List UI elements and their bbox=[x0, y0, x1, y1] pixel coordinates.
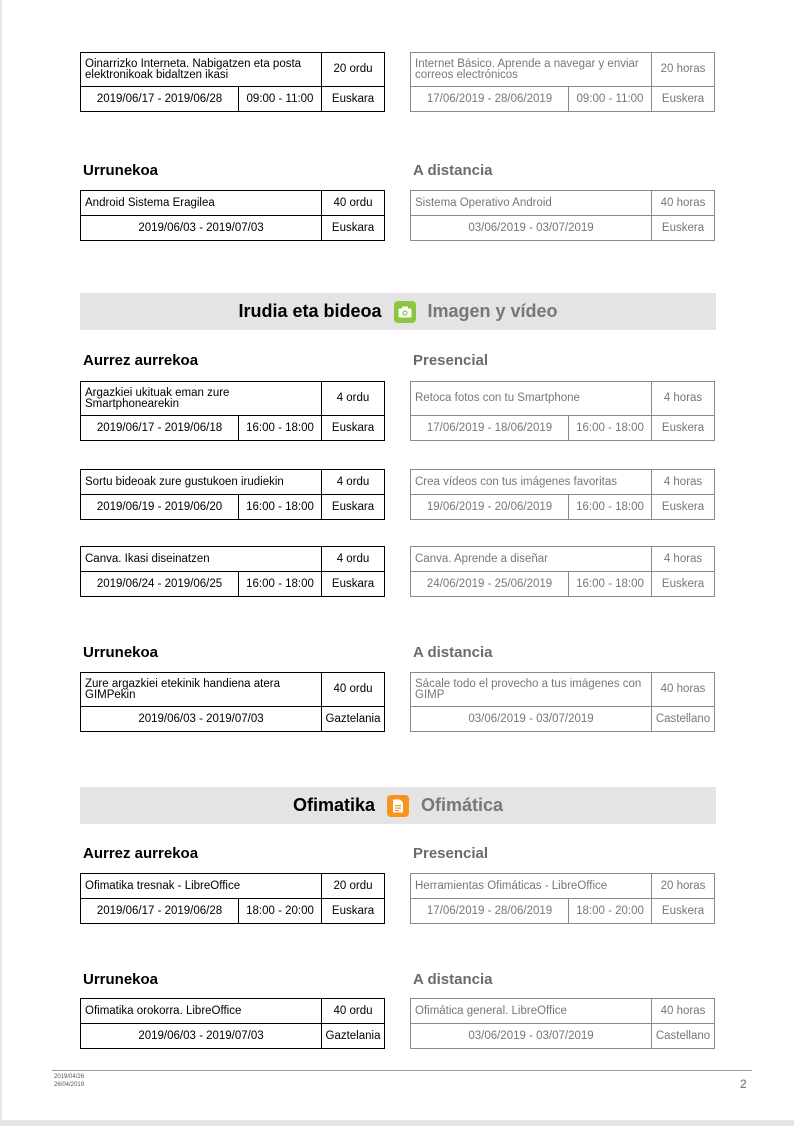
footer-date-es: 26/04/2019 bbox=[54, 1082, 85, 1088]
course-hours: 4 ordu bbox=[322, 382, 385, 416]
course-table-eu bbox=[80, 672, 385, 732]
course-dates: 17/06/2019 - 28/06/2019 bbox=[411, 899, 569, 924]
course-language: Euskera bbox=[652, 216, 715, 241]
course-hours: 40 ordu bbox=[322, 999, 385, 1024]
course-table-es bbox=[410, 873, 715, 924]
course-hours: 20 ordu bbox=[322, 874, 385, 899]
course-language: Euskara bbox=[322, 216, 385, 241]
course-dates: 03/06/2019 - 03/07/2019 bbox=[411, 216, 652, 241]
course-hours: 40 ordu bbox=[322, 191, 385, 216]
remote-heading-es: A distancia bbox=[413, 971, 493, 988]
course-dates: 2019/06/17 - 2019/06/28 bbox=[81, 899, 239, 924]
course-dates: 24/06/2019 - 25/06/2019 bbox=[411, 572, 569, 597]
course-title: Sácale todo el provecho a tus imágenes con GIMP bbox=[411, 673, 652, 707]
course-dates: 17/06/2019 - 28/06/2019 bbox=[411, 87, 569, 112]
section-header-office bbox=[80, 787, 716, 824]
course-time: 16:00 - 18:00 bbox=[569, 572, 652, 597]
course-language: Euskara bbox=[322, 416, 385, 441]
footer-divider bbox=[52, 1070, 752, 1071]
course-title: Argazkiei ukituak eman zure Smartphonearekin bbox=[81, 382, 322, 416]
course-table-es bbox=[410, 469, 715, 520]
course-table-eu bbox=[80, 190, 385, 241]
course-language: Castellano bbox=[652, 707, 715, 732]
course-hours: 4 ordu bbox=[322, 547, 385, 572]
course-time: 18:00 - 20:00 bbox=[239, 899, 322, 924]
course-time: 16:00 - 18:00 bbox=[569, 416, 652, 441]
course-table-es bbox=[410, 52, 715, 112]
course-hours: 4 horas bbox=[652, 547, 715, 572]
course-time: 18:00 - 20:00 bbox=[569, 899, 652, 924]
section-header-image-video bbox=[80, 293, 716, 330]
course-dates: 2019/06/17 - 2019/06/28 bbox=[81, 87, 239, 112]
remote-heading-eu: Urrunekoa bbox=[83, 162, 159, 179]
course-hours: 4 ordu bbox=[322, 470, 385, 495]
presential-heading-es: Presencial bbox=[413, 352, 489, 369]
presential-heading-es: Presencial bbox=[413, 845, 489, 862]
remote-heading-es: A distancia bbox=[413, 644, 493, 661]
course-language: Euskera bbox=[652, 572, 715, 597]
course-title: Oinarrizko Interneta. Nabigatzen eta posta elektronikoak bidaltzen ikasi bbox=[81, 53, 322, 87]
course-title: Internet Básico. Aprende a navegar y enviar correos electrónicos bbox=[411, 53, 652, 87]
course-table-eu bbox=[80, 998, 385, 1049]
course-title: Android Sistema Eragilea bbox=[81, 191, 322, 216]
remote-heading-eu: Urrunekoa bbox=[83, 971, 159, 988]
course-language: Euskara bbox=[322, 87, 385, 112]
course-dates: 17/06/2019 - 18/06/2019 bbox=[411, 416, 569, 441]
course-language: Gaztelania bbox=[322, 1024, 385, 1049]
course-title: Sistema Operativo Android bbox=[411, 191, 652, 216]
course-dates: 03/06/2019 - 03/07/2019 bbox=[411, 707, 652, 732]
course-language: Castellano bbox=[652, 1024, 715, 1049]
course-time: 09:00 - 11:00 bbox=[569, 87, 652, 112]
course-language: Euskara bbox=[322, 572, 385, 597]
course-table-es bbox=[410, 190, 715, 241]
course-time: 16:00 - 18:00 bbox=[239, 495, 322, 520]
course-table-es bbox=[410, 381, 715, 441]
course-table-eu bbox=[80, 469, 385, 520]
course-table-eu bbox=[80, 381, 385, 441]
course-time: 16:00 - 18:00 bbox=[239, 572, 322, 597]
page-number: 2 bbox=[740, 1077, 747, 1091]
course-time: 09:00 - 11:00 bbox=[239, 87, 322, 112]
course-dates: 2019/06/03 - 2019/07/03 bbox=[81, 216, 322, 241]
remote-heading-es: A distancia bbox=[413, 162, 493, 179]
presential-heading-eu: Aurrez aurrekoa bbox=[83, 845, 199, 862]
course-hours: 20 ordu bbox=[322, 53, 385, 87]
course-table-es bbox=[410, 998, 715, 1049]
course-hours: 40 horas bbox=[652, 999, 715, 1024]
course-language: Euskara bbox=[322, 899, 385, 924]
course-title: Canva. Ikasi diseinatzen bbox=[81, 547, 322, 572]
course-dates: 2019/06/19 - 2019/06/20 bbox=[81, 495, 239, 520]
course-title: Retoca fotos con tu Smartphone bbox=[411, 382, 652, 416]
course-title: Ofimatika tresnak - LibreOffice bbox=[81, 874, 322, 899]
course-hours: 4 horas bbox=[652, 382, 715, 416]
course-hours: 40 ordu bbox=[322, 673, 385, 707]
course-dates: 03/06/2019 - 03/07/2019 bbox=[411, 1024, 652, 1049]
course-time: 16:00 - 18:00 bbox=[239, 416, 322, 441]
course-language: Euskera bbox=[652, 416, 715, 441]
document-icon bbox=[387, 795, 409, 817]
course-title: Canva. Aprende a diseñar bbox=[411, 547, 652, 572]
course-dates: 2019/06/17 - 2019/06/18 bbox=[81, 416, 239, 441]
course-title: Ofimática general. LibreOffice bbox=[411, 999, 652, 1024]
course-language: Euskera bbox=[652, 495, 715, 520]
course-table-eu bbox=[80, 546, 385, 597]
section-title-eu: Irudia eta bideoa bbox=[238, 301, 382, 321]
course-language: Euskera bbox=[652, 87, 715, 112]
course-title: Herramientas Ofimáticas - LibreOffice bbox=[411, 874, 652, 899]
course-dates: 2019/06/03 - 2019/07/03 bbox=[81, 1024, 322, 1049]
course-dates: 19/06/2019 - 20/06/2019 bbox=[411, 495, 569, 520]
footer-date-eu: 2019/04/26 bbox=[54, 1074, 85, 1080]
course-title: Ofimatika orokorra. LibreOffice bbox=[81, 999, 322, 1024]
course-hours: 20 horas bbox=[652, 874, 715, 899]
camera-icon bbox=[394, 301, 416, 323]
course-dates: 2019/06/03 - 2019/07/03 bbox=[81, 707, 322, 732]
course-title: Crea vídeos con tus imágenes favoritas bbox=[411, 470, 652, 495]
course-time: 16:00 - 18:00 bbox=[569, 495, 652, 520]
presential-heading-eu: Aurrez aurrekoa bbox=[83, 352, 199, 369]
course-language: Gaztelania bbox=[322, 707, 385, 732]
course-hours: 4 horas bbox=[652, 470, 715, 495]
course-table-es bbox=[410, 546, 715, 597]
course-table-eu bbox=[80, 873, 385, 924]
course-table-eu bbox=[80, 52, 385, 112]
course-title: Sortu bideoak zure gustukoen irudiekin bbox=[81, 470, 322, 495]
course-hours: 40 horas bbox=[652, 673, 715, 707]
course-language: Euskara bbox=[322, 495, 385, 520]
course-hours: 20 horas bbox=[652, 53, 715, 87]
section-title-es: Imagen y vídeo bbox=[427, 301, 558, 321]
course-table-es bbox=[410, 672, 715, 732]
course-title: Zure argazkiei etekinik handiena atera GIMPekin bbox=[81, 673, 322, 707]
section-title-eu: Ofimatika bbox=[292, 795, 375, 815]
course-hours: 40 horas bbox=[652, 191, 715, 216]
section-title-es: Ofimática bbox=[421, 795, 504, 815]
course-dates: 2019/06/24 - 2019/06/25 bbox=[81, 572, 239, 597]
remote-heading-eu: Urrunekoa bbox=[83, 644, 159, 661]
course-language: Euskera bbox=[652, 899, 715, 924]
